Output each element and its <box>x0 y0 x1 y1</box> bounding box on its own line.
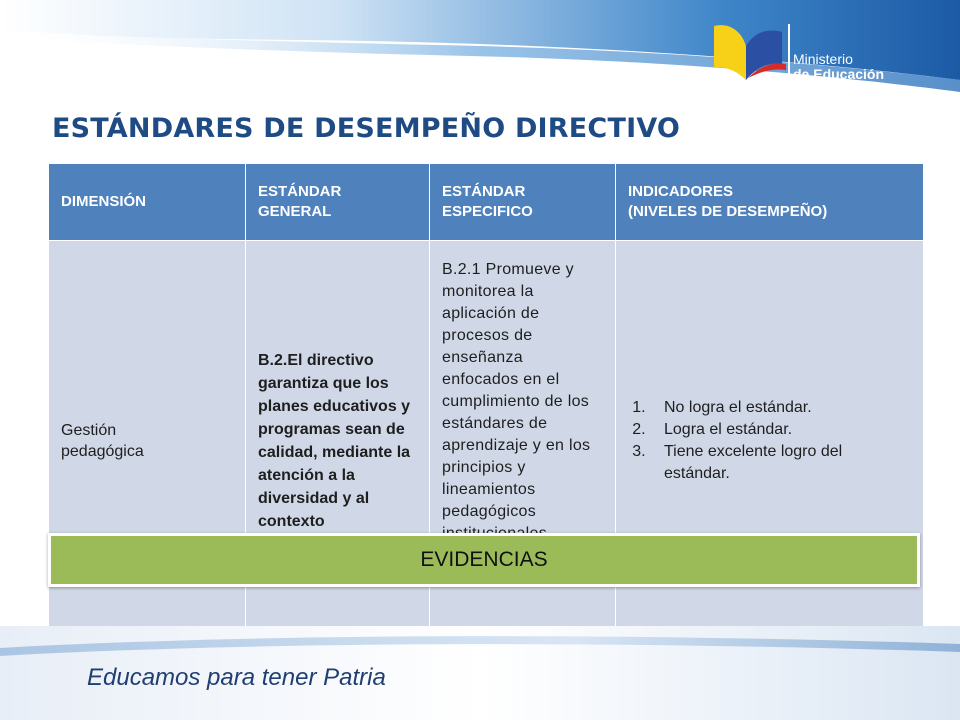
header-dimension <box>49 164 246 241</box>
evidence-label: EVIDENCIAS <box>51 536 917 584</box>
specific-standard-text: B.2.1 Promueve y monitorea la aplicación de procesos de enseñanza enfocados en el cumplimiento de los estándares de aprendizaje y en los principios y lineamientos pedagógicos <box>442 261 591 520</box>
header-general-text: ESTÁNDAR GENERAL <box>258 183 342 220</box>
logo-text <box>793 52 884 82</box>
header-indicators-text: INDICADORES (NIVELES DE DESEMPEÑO) <box>628 183 828 220</box>
indicator-item: 1. No logra el estándar. <box>650 397 911 419</box>
slogan-text: Educamos para tener Patria <box>87 664 386 691</box>
general-standard-text: B.2.El directivo garantiza que los planes educativos y programas sean de calidad, mediante la atención a la diversidad y al contexto <box>258 352 411 530</box>
indicators-list <box>628 397 911 485</box>
slide-title: ESTÁNDARES DE DESEMPEÑO DIRECTIVO <box>52 113 681 144</box>
indicator-item: 2. Logra el estándar. <box>650 419 911 441</box>
header-dimension-text: DIMENSIÓN <box>61 193 147 210</box>
logo-line1: Ministerio <box>793 51 853 67</box>
header-specific <box>430 164 616 241</box>
logo-line2: de Educación <box>793 66 885 82</box>
header-indicators <box>616 164 924 241</box>
evidence-banner[interactable] <box>48 533 920 587</box>
header-specific-text: ESTÁNDAR ESPECIFICO <box>442 183 533 220</box>
dimension-text: Gestión pedagógica <box>61 422 144 460</box>
indicator-item: 3. Tiene excelente logro del estándar. <box>650 441 911 485</box>
header-general <box>246 164 430 241</box>
table-header-row <box>49 164 924 241</box>
